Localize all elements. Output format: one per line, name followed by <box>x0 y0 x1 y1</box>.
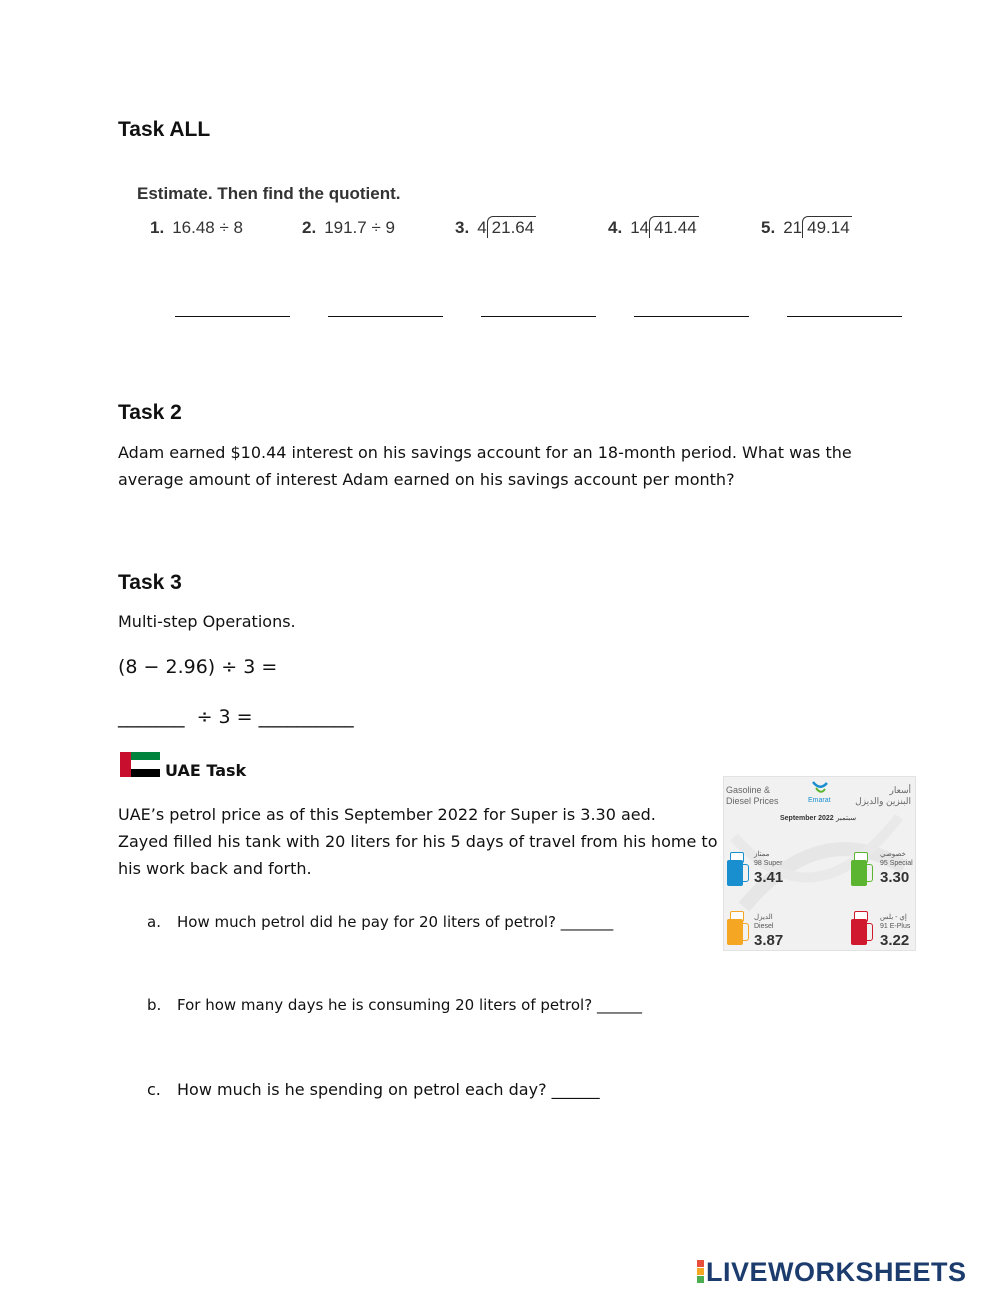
uae-paragraph-line-2: Zayed filled his tank with 20 liters for his 5 days of travel from his home to <box>118 832 718 851</box>
task3-expression: (8 − 2.96) ÷ 3 = <box>118 656 278 678</box>
question-a[interactable] <box>147 913 613 931</box>
pump-body <box>727 860 743 886</box>
pump-body <box>851 919 867 945</box>
problem-number: 1. <box>150 218 165 237</box>
problem-1 <box>150 218 243 238</box>
fuel-name-en: 95 Special <box>880 860 913 867</box>
uae-paragraph-line-3: his work back and forth. <box>118 859 312 878</box>
problem-4 <box>608 216 699 238</box>
fuel-name-en: 91 E-Plus <box>880 923 911 930</box>
fuel-pump-icon <box>727 911 749 945</box>
liveworksheets-logo[interactable] <box>697 1257 967 1288</box>
fuel-name-ar: ممتاز <box>754 851 770 858</box>
question-c[interactable] <box>147 1080 600 1099</box>
task3-subtitle: Multi-step Operations. <box>118 612 296 631</box>
fuel-name-ar: خصوصي <box>880 851 906 858</box>
uae-task-heading: UAE Task <box>165 761 247 780</box>
question-letter: b. <box>147 996 162 1014</box>
answer-blank-4[interactable] <box>634 316 749 317</box>
task2-question: Adam earned $10.44 interest on his savings account for an 18-month period. What was the average amount of interest Adam earned on his savings account per month? <box>118 443 852 489</box>
logo-text: LIVEWORKSHEETS <box>706 1257 967 1287</box>
card-title-en-2: Diesel Prices <box>726 796 779 806</box>
divisor: 21 <box>783 218 803 237</box>
problem-number: 2. <box>302 218 317 237</box>
fuel-name-en: Diesel <box>754 923 774 930</box>
fuel-pump-icon <box>851 852 873 886</box>
question-text: How much is he spending on petrol each day? ______ <box>177 1080 600 1099</box>
answer-blank-2[interactable] <box>328 316 443 317</box>
problem-number: 5. <box>761 218 776 237</box>
pump-hose <box>867 864 873 882</box>
logo-tile <box>697 1276 704 1283</box>
fuel-name-en: 98 Super <box>754 860 783 867</box>
problem-expression: 16.48 ÷ 8 <box>172 218 243 237</box>
question-text: How much petrol did he pay for 20 liters of petrol? _______ <box>177 913 614 931</box>
card-title-ar-1: أسعار <box>889 785 911 795</box>
pump-hose <box>743 923 749 941</box>
fuel-price: 3.30 <box>880 869 910 886</box>
uae-flag-icon <box>120 752 160 777</box>
fuel-price-card <box>723 776 916 951</box>
answer-blank-1[interactable] <box>175 316 290 317</box>
card-brand: Emarat <box>808 797 831 804</box>
problem-number: 4. <box>608 218 623 237</box>
task3-work-line[interactable]: _______ ÷ 3 = __________ <box>118 706 354 728</box>
logo-tile <box>697 1268 704 1275</box>
problem-expression: 191.7 ÷ 9 <box>324 218 395 237</box>
card-title-ar-2: البنزين والديزل <box>855 796 911 806</box>
pump-hose <box>743 864 749 882</box>
problem-number: 3. <box>455 218 470 237</box>
task2-heading: Task 2 <box>118 401 182 424</box>
divisor: 4 <box>477 218 487 237</box>
task-all-heading: Task ALL <box>118 118 211 141</box>
fuel-name-ar: إي - بلس <box>880 914 907 921</box>
fuel-pump-icon <box>851 911 873 945</box>
problem-2 <box>302 218 395 238</box>
card-month: September 2022 <box>780 815 834 822</box>
fuel-price: 3.41 <box>754 869 784 886</box>
pump-hose <box>867 923 873 941</box>
fuel-price: 3.22 <box>880 932 910 949</box>
answer-blank-5[interactable] <box>787 316 902 317</box>
dividend: 49.14 <box>802 216 852 238</box>
divisor: 14 <box>630 218 650 237</box>
pump-body <box>851 860 867 886</box>
card-month-ar: سبتمبر <box>836 815 857 822</box>
question-b[interactable] <box>147 996 642 1014</box>
question-text: For how many days he is consuming 20 liters of petrol? ______ <box>177 996 642 1014</box>
fuel-name-ar: الديزل <box>754 914 773 921</box>
dividend: 21.64 <box>487 216 537 238</box>
answer-blank-3[interactable] <box>481 316 596 317</box>
dividend: 41.44 <box>649 216 699 238</box>
pump-body <box>727 919 743 945</box>
emarat-logo-icon <box>810 779 830 797</box>
logo-tile <box>697 1260 704 1267</box>
question-letter: a. <box>147 913 161 931</box>
problem-3 <box>455 216 536 238</box>
fuel-price: 3.87 <box>754 932 784 949</box>
problem-5 <box>761 216 852 238</box>
uae-paragraph-line-1: UAE’s petrol price as of this September 2022 for Super is 3.30 aed. <box>118 805 656 824</box>
estimate-instruction: Estimate. Then find the quotient. <box>137 184 401 203</box>
logo-tiles-icon <box>697 1260 704 1284</box>
fuel-pump-icon <box>727 852 749 886</box>
card-title-en-1: Gasoline & <box>726 785 771 795</box>
task3-heading: Task 3 <box>118 571 182 594</box>
question-letter: c. <box>147 1080 161 1099</box>
